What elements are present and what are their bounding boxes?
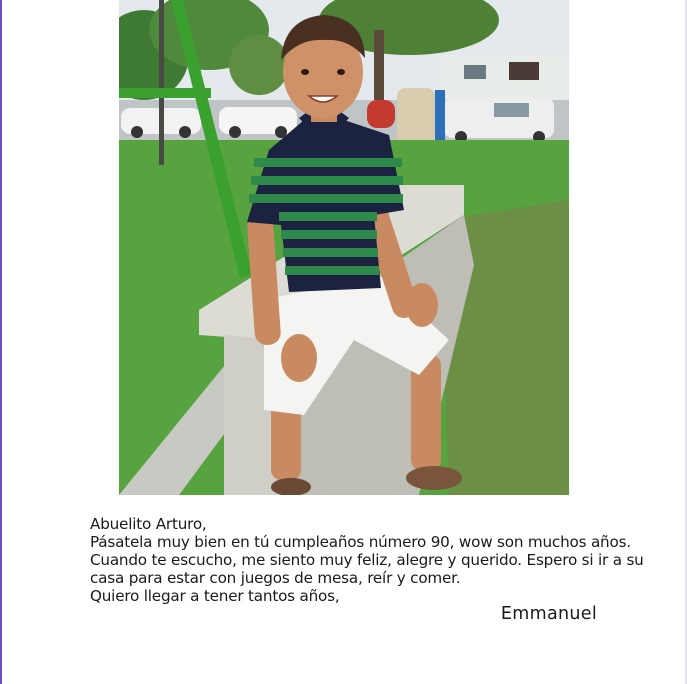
playground-red bbox=[367, 100, 395, 128]
photo-boy-on-bench bbox=[119, 0, 569, 495]
tree-mid2 bbox=[229, 35, 289, 95]
letter-line: Quiero llegar a tener tantos años, bbox=[90, 587, 340, 605]
letter-line: casa para estar con juegos de mesa, reír y comer. bbox=[90, 569, 461, 587]
lamp-pole bbox=[159, 0, 164, 165]
letter-line: Cuando te escucho, me siento muy feliz, alegre y querido. Espero si ir a su bbox=[90, 551, 644, 569]
building bbox=[439, 55, 569, 100]
building-window2 bbox=[509, 62, 539, 80]
green-ladder-bar bbox=[119, 88, 211, 98]
tree-trunk bbox=[374, 30, 384, 110]
page-border-left bbox=[0, 0, 2, 684]
boy-shoe-right bbox=[406, 466, 462, 490]
letter-text bbox=[90, 515, 644, 605]
letter-signature: Emmanuel bbox=[500, 604, 597, 624]
letter-greeting: Abuelito Arturo, bbox=[90, 515, 207, 533]
building-window bbox=[464, 65, 486, 79]
letter-line: Pásatela muy bien en tú cumpleaños número 90, wow son muchos años. bbox=[90, 533, 631, 551]
